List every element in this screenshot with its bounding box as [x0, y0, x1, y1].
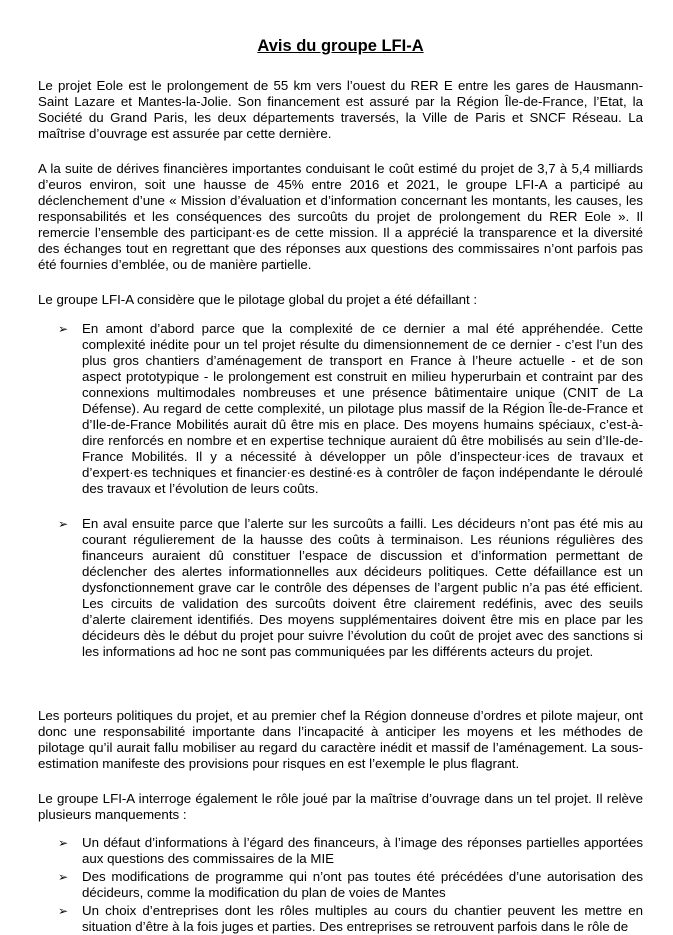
arrow-bullet-icon: ➢ [58, 322, 69, 336]
list-item [38, 903, 643, 935]
list-item [38, 835, 643, 867]
paragraph-pilotage: Le groupe LFI-A considère que le pilotage global du projet a été défaillant : [38, 292, 478, 307]
arrow-bullet-icon: ➢ [58, 870, 69, 884]
arrow-bullet-icon: ➢ [58, 517, 69, 531]
document-title: Avis du groupe LFI-A [257, 37, 424, 55]
bullet-list-manquements [38, 835, 643, 935]
paragraph-porteurs: Les porteurs politiques du projet, et au premier chef la Région donneuse d’ordres et pilote majeur, ont donc une responsabilité importante dans l’incapacité à anticiper les moyens et les méthodes de pilotage qu’il aurait fallu mobiliser au regard du caractère inédit et massif de l’aménagement. La sous-estimation manifeste des provisions pour risques en est l’exemple le plus flagrant. [38, 708, 643, 771]
list-item-text: En aval ensuite parce que l’alerte sur les surcoûts a failli. Les décideurs n’ont pas été mis au courant régulierement de la hausse des coûts à terminaison. Les réunions régulières des financeurs auraient dû constituer l’espace de discussion et d’information permettant de déclencher des alertes informationnelles aux décideurs politiques. Cette défaillance est un dysfonctionnement grave car le contrôle des dépenses de l’argent public n’a pas été efficient. Les circuits de validation des surcoûts doivent être clairement redéfinis, avec des seuils d’alerte clairement identifiés. Des moyens supplémentaires doivent être mis en place par les décideurs dès le début du projet pour suivre l’évolution du coût de projet avec des sanctions si les informations ad hoc ne sont pas communiquées par les différents acteurs du projet. [82, 516, 643, 659]
list-item [38, 321, 643, 497]
paragraph-maitrise: Le groupe LFI-A interroge également le rôle joué par la maîtrise d’ouvrage dans un tel projet. Il relève plusieurs manquements : [38, 791, 643, 822]
arrow-bullet-icon: ➢ [58, 904, 69, 918]
list-item-text: Des modifications de programme qui n’ont pas toutes été précédées d’une autorisation des décideurs, comme la modification du plan de voies de Mantes [82, 869, 643, 900]
bullet-list-pilotage [38, 321, 643, 660]
list-item [38, 869, 643, 901]
list-item [38, 516, 643, 660]
list-item-text: Un choix d’entreprises dont les rôles multiples au cours du chantier peuvent les mettre en situation d’être à la fois juges et parties. Des entreprises se retrouvent parfois dans le rôle de [82, 903, 643, 934]
list-item-text: Un défaut d’informations à l’égard des financeurs, à l’image des réponses partielles apportées aux questions des commissaires de la MIE [82, 835, 643, 866]
paragraph-mission: A la suite de dérives financières importantes conduisant le coût estimé du projet de 3,7 à 5,4 milliards d’euros environ, soit une hausse de 45% entre 2016 et 2021, le groupe LFI-A a participé au déclenchement d’une « Mission d’évaluation et d’information concernant les montants, les causes, les responsabilités et les conséquences des surcoûts du projet de prolongement du RER Eole ». Il remercie l’ensemble des participant·es de cette mission. Il a apprécié la transparence et la diversité des échanges tout en regrettant que des réponses aux questions des commissaires n’ont parfois pas été fournies d’emblée, ou de manière partielle. [38, 161, 643, 272]
arrow-bullet-icon: ➢ [58, 836, 69, 850]
list-item-text: En amont d’abord parce que la complexité de ce dernier a mal été appréhendée. Cette complexité inédite pour un tel projet résulte du dimensionnement de ce dernier - c’est l’un des plus gros chantiers d’aménagement de transport en France à l’heure actuelle - et de son aspect prototypique - le prolongement est construit en milieu hyperurbain et contraint par des connexions multimodales nombreuses et une présence bâtimentaire unique (CNIT de La Défense). Au regard de cette complexité, un pilotage plus massif de la Région Île-de-France et d’Ile-de-France Mobilités aurait dû être mis en place. Des moyens humains spéciaux, c’est-à-dire renforcés en nombre et en expertise technique auraient dû être mobilisés au sein d’Ile-de-France Mobilités. Il y a nécessité à développer un pôle d’inspecteur·ices de travaux et d’expert·es techniques et financier·es destiné·es à contrôler de façon indépendante le déroulé des travaux et l’évolution de leurs coûts. [82, 321, 643, 496]
paragraph-intro: Le projet Eole est le prolongement de 55 km vers l’ouest du RER E entre les gares de Hausmann-Saint Lazare et Mantes-la-Jolie. Son financement est assuré par la Région Île-de-France, l’Etat, la Société du Grand Paris, les deux départements traversés, la Ville de Paris et SNCF Réseau. La maîtrise d’ouvrage est assurée par cette dernière. [38, 78, 643, 141]
